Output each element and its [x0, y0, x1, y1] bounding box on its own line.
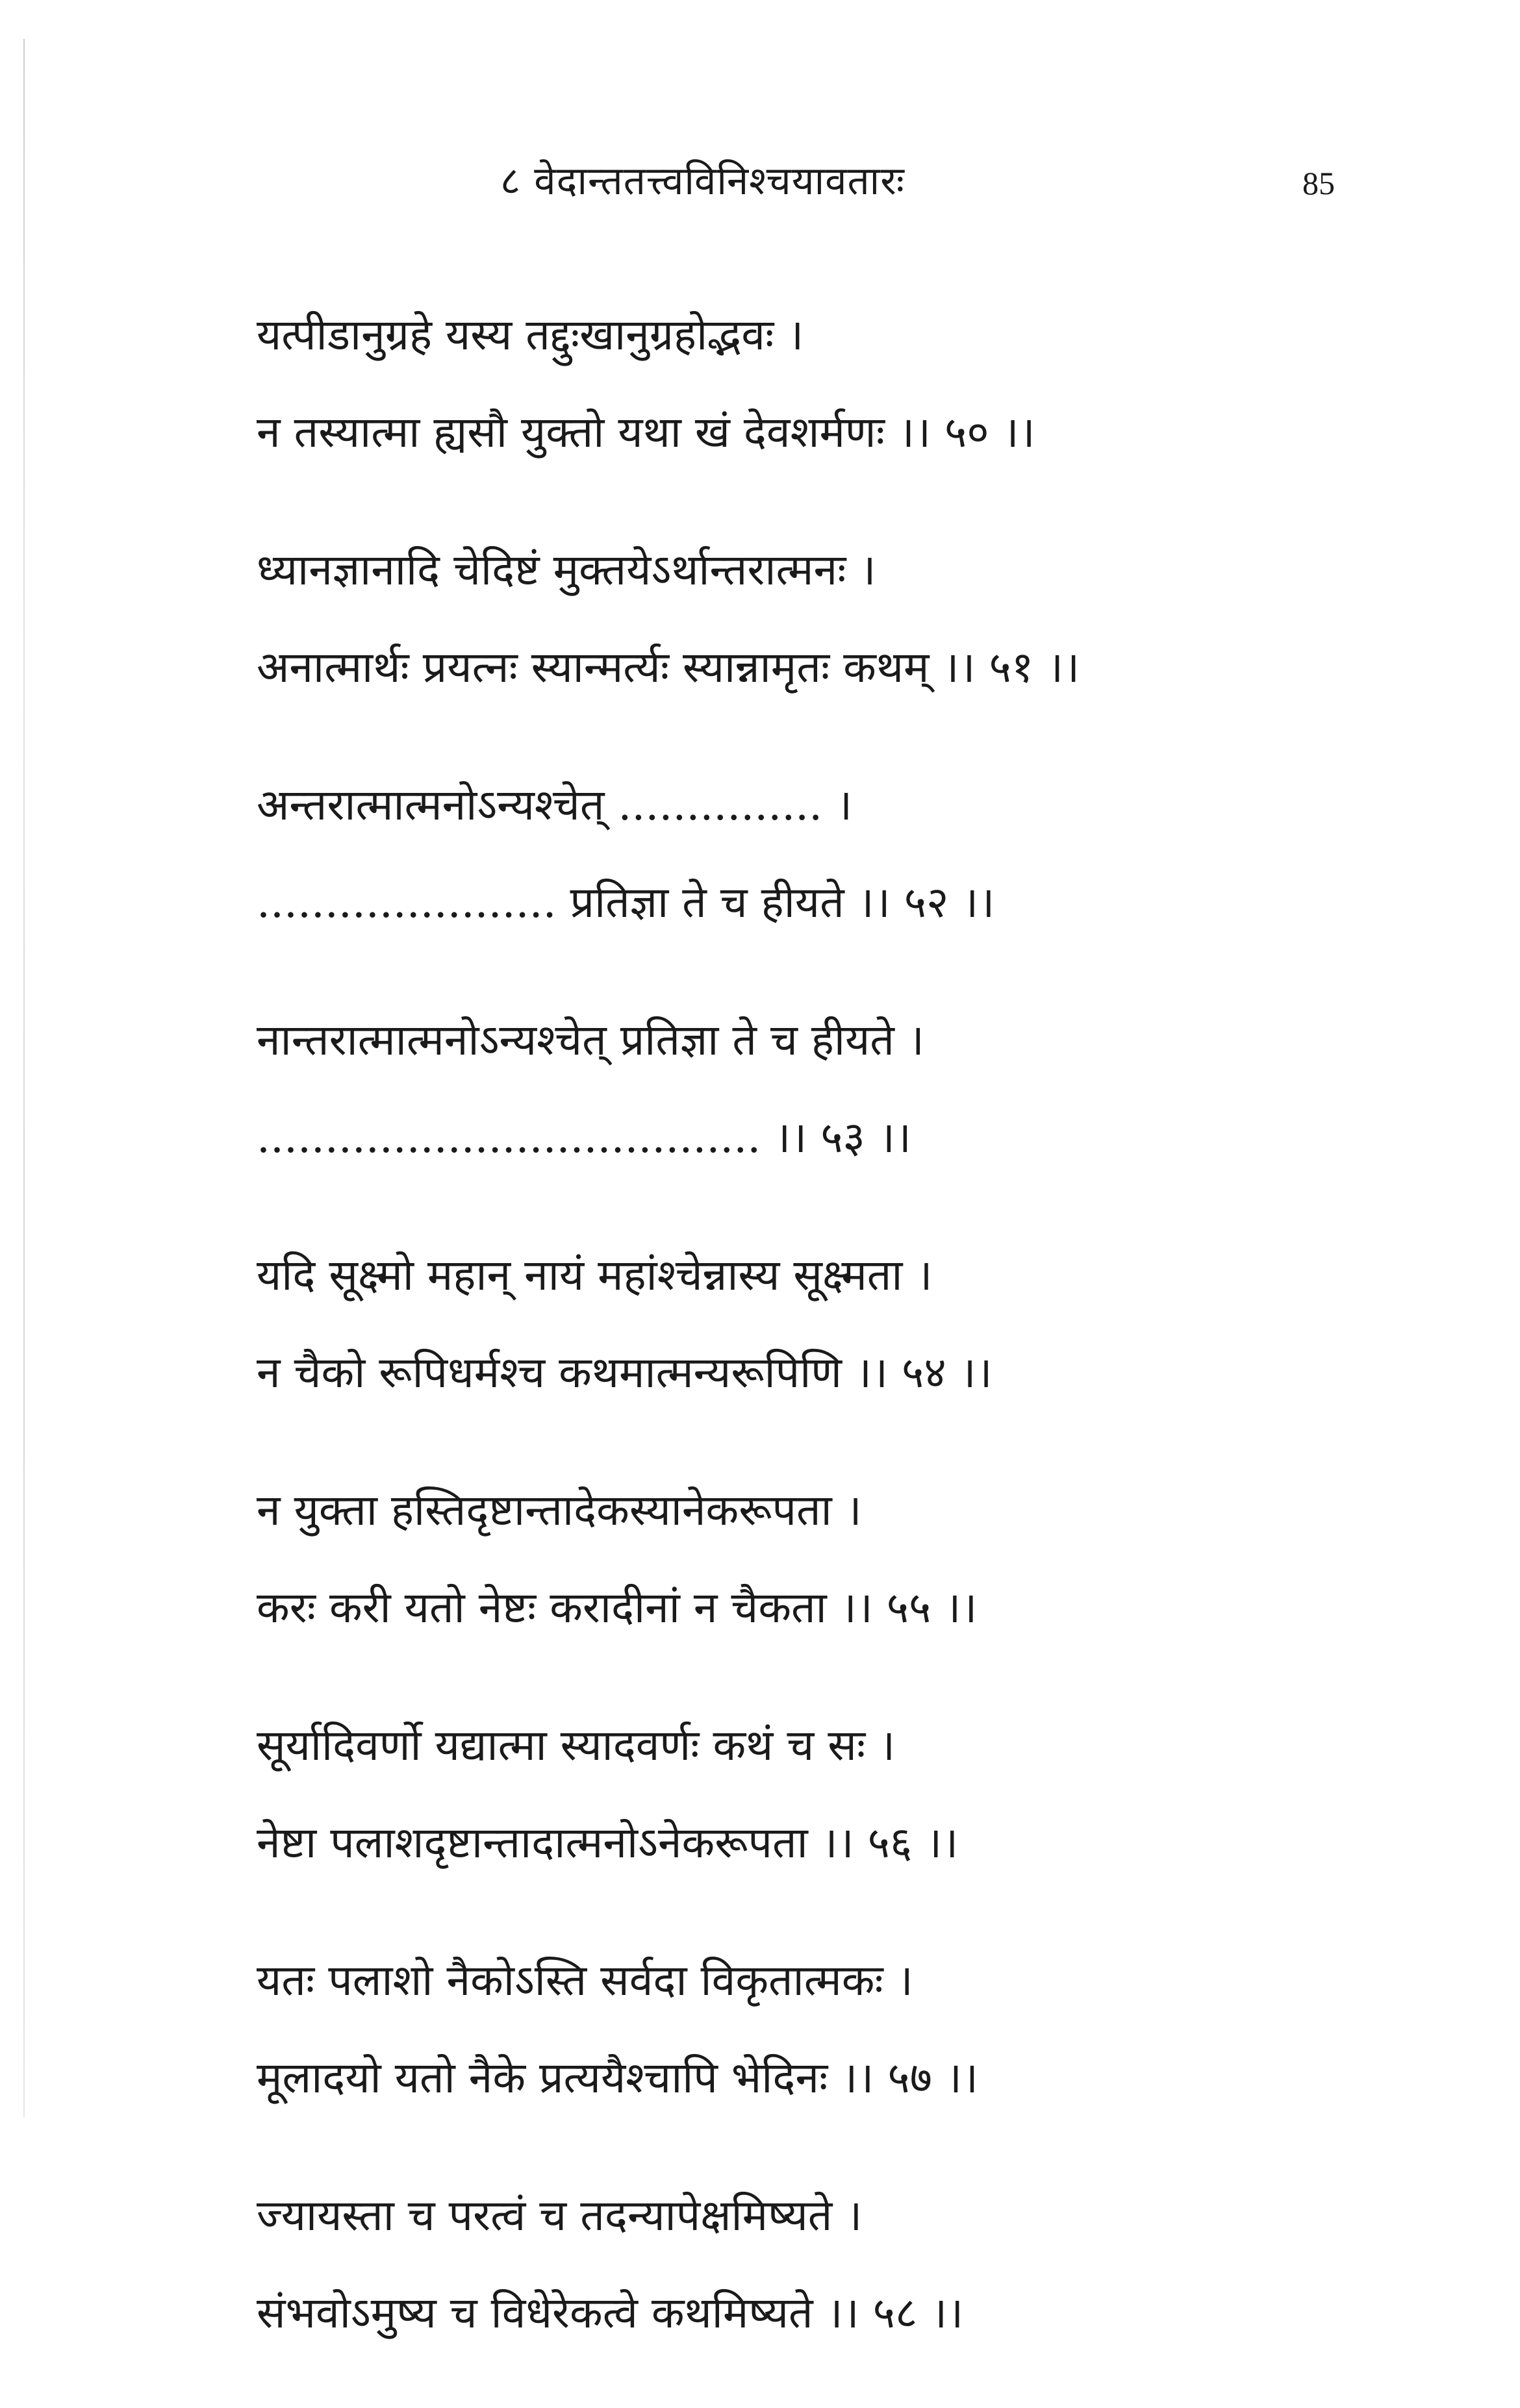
- verse-51: [257, 527, 1296, 722]
- verse-54: [257, 1233, 1296, 1427]
- verse-line: अन्तरात्मात्मनोऽन्यश्चेत् ............... ।: [257, 780, 853, 830]
- verse-line: यत्पीडानुग्रहे यस्य तद्दुःखानुग्रहोद्भवः ।: [257, 310, 804, 360]
- verse-line: अनात्मार्थः प्रयत्नः स्यान्मर्त्यः स्यान्नामृतः कथम् ।। ५१ ।।: [257, 642, 1080, 692]
- verse-line: नेष्टा पलाशदृष्टान्तादात्मनोऽनेकरूपता ।। ५६ ।।: [257, 1818, 959, 1868]
- verse-line: यदि सूक्ष्मो महान् नायं महांश्चेन्नास्य सूक्ष्मता ।: [257, 1250, 933, 1300]
- verse-57: [257, 1938, 1296, 2133]
- verse-list: [257, 292, 1296, 2408]
- verse-58: [257, 2173, 1296, 2368]
- verse-line: सूर्यादिवर्णो यद्यात्मा स्यादवर्णः कथं च सः ।: [257, 1720, 896, 1770]
- verse-53: [257, 997, 1296, 1192]
- verse-line: नान्तरात्मात्मनोऽन्यश्चेत् प्रतिज्ञा ते च हीयते ।: [257, 1015, 924, 1065]
- scan-edge-shadow: [23, 39, 25, 2117]
- verse-line: संभवोऽमुष्य च विधेरेकत्वे कथमिष्यते ।। ५८ ।।: [257, 2288, 964, 2338]
- verse-50: [257, 292, 1296, 487]
- verse-line: ज्यायस्ता च परत्वं च तदन्यापेक्षमिष्यते ।: [257, 2190, 863, 2240]
- verse-52: [257, 762, 1296, 957]
- verse-56: [257, 1703, 1296, 1898]
- verse-line: न तस्यात्मा ह्यसौ युक्तो यथा खं देवशर्मणः ।। ५० ।।: [257, 407, 1035, 457]
- verse-55: [257, 1468, 1296, 1662]
- verse-line: यतः पलाशो नैकोऽस्ति सर्वदा विकृतात्मकः ।: [257, 1955, 913, 2005]
- verse-line: ..................................... ।। ५३ ।।: [257, 1112, 911, 1162]
- verse-line: करः करी यतो नेष्टः करादीनां न चैकता ।। ५५ ।।: [257, 1583, 978, 1633]
- running-title: ८ वेदान्ततत्त्वविनिश्चयावतारः: [500, 158, 905, 204]
- verse-line: न युक्ता हस्तिदृष्टान्तादेकस्यानेकरूपता ।: [257, 1485, 862, 1535]
- verse-line: ध्यानज्ञानादि चेदिष्टं मुक्तयेऽर्थान्तरात्मनः ।: [257, 545, 876, 595]
- verse-line: न चैको रूपिधर्मश्च कथमात्मन्यरूपिणि ।। ५४ ।।: [257, 1348, 993, 1398]
- verse-line: मूलादयो यतो नैके प्रत्ययैश्चापि भेदिनः ।। ५७ ।।: [257, 2053, 978, 2103]
- running-header: [0, 153, 1520, 211]
- page-number: 85: [1302, 165, 1335, 201]
- verse-line: ...................... प्रतिज्ञा ते च हीयते ।। ५२ ।।: [257, 877, 995, 927]
